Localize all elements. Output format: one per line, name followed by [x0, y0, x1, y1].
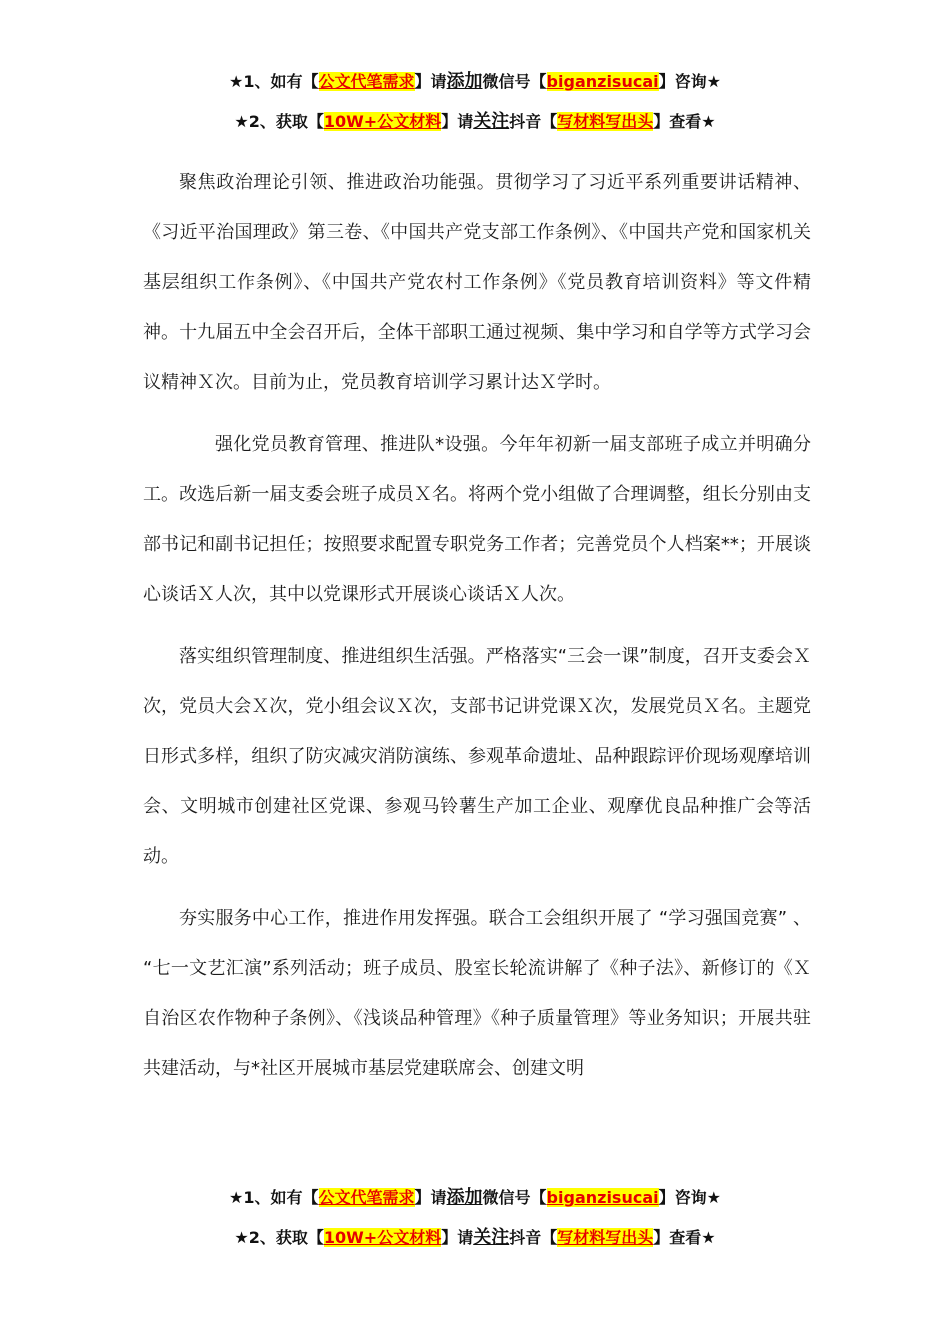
banner-text: 微信号【 — [482, 1188, 547, 1207]
material-highlight: 10W+公文材料 — [323, 112, 442, 131]
douyin-highlight: 写材料写出头 — [557, 1228, 654, 1247]
banner-text: 】请 — [441, 1228, 474, 1247]
banner-text: 抖音【 — [509, 1228, 558, 1247]
top-banner-line-1 — [0, 69, 950, 95]
wechat-id-highlight: biganzisucai — [546, 72, 659, 91]
wechat-id-highlight: biganzisucai — [546, 1188, 659, 1207]
add-emphasis: 添加 — [446, 71, 483, 92]
banner-text: ★2、获取【 — [234, 1228, 324, 1247]
paragraph-organization-life: 落实组织管理制度、推进组织生活强。严格落实“三会一课”制度，召开支委会Ｘ次，党员大会Ｘ次，党小组会议Ｘ次，支部书记讲党课Ｘ次，发展党员Ｘ名。主题党日形式多样，组织了防灾减灾消防演练、参观革命遗址、品种跟踪评价现场观摩培训会、文明城市创建社区党课、参观马铃薯生产加工企业、观摩优良品种推广会等活动。 — [143, 646, 811, 867]
paragraph-party-education: 强化党员教育管理、推进队*设强。今年年初新一届支部班子成立并明确分工。改选后新一届支委会班子成员Ｘ名。将两个党小组做了合理调整，组长分别由支部书记和副书记担任；按照要求配置专职党务工作者；完善党员个人档案**；开展谈心谈话Ｘ人次，其中以党课形式开展谈心谈话Ｘ人次。 — [143, 434, 811, 605]
service-highlight: 公文代笔需求 — [318, 72, 415, 91]
bottom-banner-line-2 — [0, 1225, 950, 1251]
banner-text: ★2、获取【 — [234, 112, 324, 131]
follow-emphasis: 关注 — [473, 111, 510, 132]
paragraph-political-theory: 聚焦政治理论引领、推进政治功能强。贯彻学习了习近平系列重要讲话精神、《习近平治国理政》第三卷、《中国共产党支部工作条例》、《中国共产党和国家机关基层组织工作条例》、《中国共产党农村工作条例》《党员教育培训资料》等文件精神。十九届五中全会召开后，全体干部职工通过视频、集中学习和自学等方式学习会议精神Ｘ次。目前为止，党员教育培训学习累计达Ｘ学时。 — [143, 172, 811, 393]
material-highlight: 10W+公文材料 — [323, 1228, 442, 1247]
banner-text: 】请 — [441, 112, 474, 131]
add-emphasis: 添加 — [446, 1187, 483, 1208]
banner-text: 】查看★ — [653, 1228, 716, 1247]
banner-text: 】咨询★ — [658, 72, 721, 91]
service-highlight: 公文代笔需求 — [318, 1188, 415, 1207]
paragraph-service-work: 夯实服务中心工作，推进作用发挥强。联合工会组织开展了 “学习强国竞赛” 、 “七一文艺汇演”系列活动；班子成员、股室长轮流讲解了《种子法》、新修订的《Ｘ自治区农作物种子条例》、《浅谈品种管理》《种子质量管理》等业务知识；开展共驻共建活动，与*社区开展城市基层党建联席会、创建文明 — [143, 908, 811, 1079]
document-body — [143, 158, 811, 1094]
banner-text: 】请 — [414, 1188, 447, 1207]
banner-text: ★1、如有【 — [229, 1188, 319, 1207]
banner-text: ★1、如有【 — [229, 72, 319, 91]
bottom-banner-line-1 — [0, 1185, 950, 1211]
douyin-highlight: 写材料写出头 — [557, 112, 654, 131]
banner-text: 】查看★ — [653, 112, 716, 131]
banner-text: 】请 — [414, 72, 447, 91]
top-banner-line-2 — [0, 109, 950, 135]
banner-text: 】咨询★ — [658, 1188, 721, 1207]
banner-text: 微信号【 — [482, 72, 547, 91]
banner-text: 抖音【 — [509, 112, 558, 131]
follow-emphasis: 关注 — [473, 1227, 510, 1248]
